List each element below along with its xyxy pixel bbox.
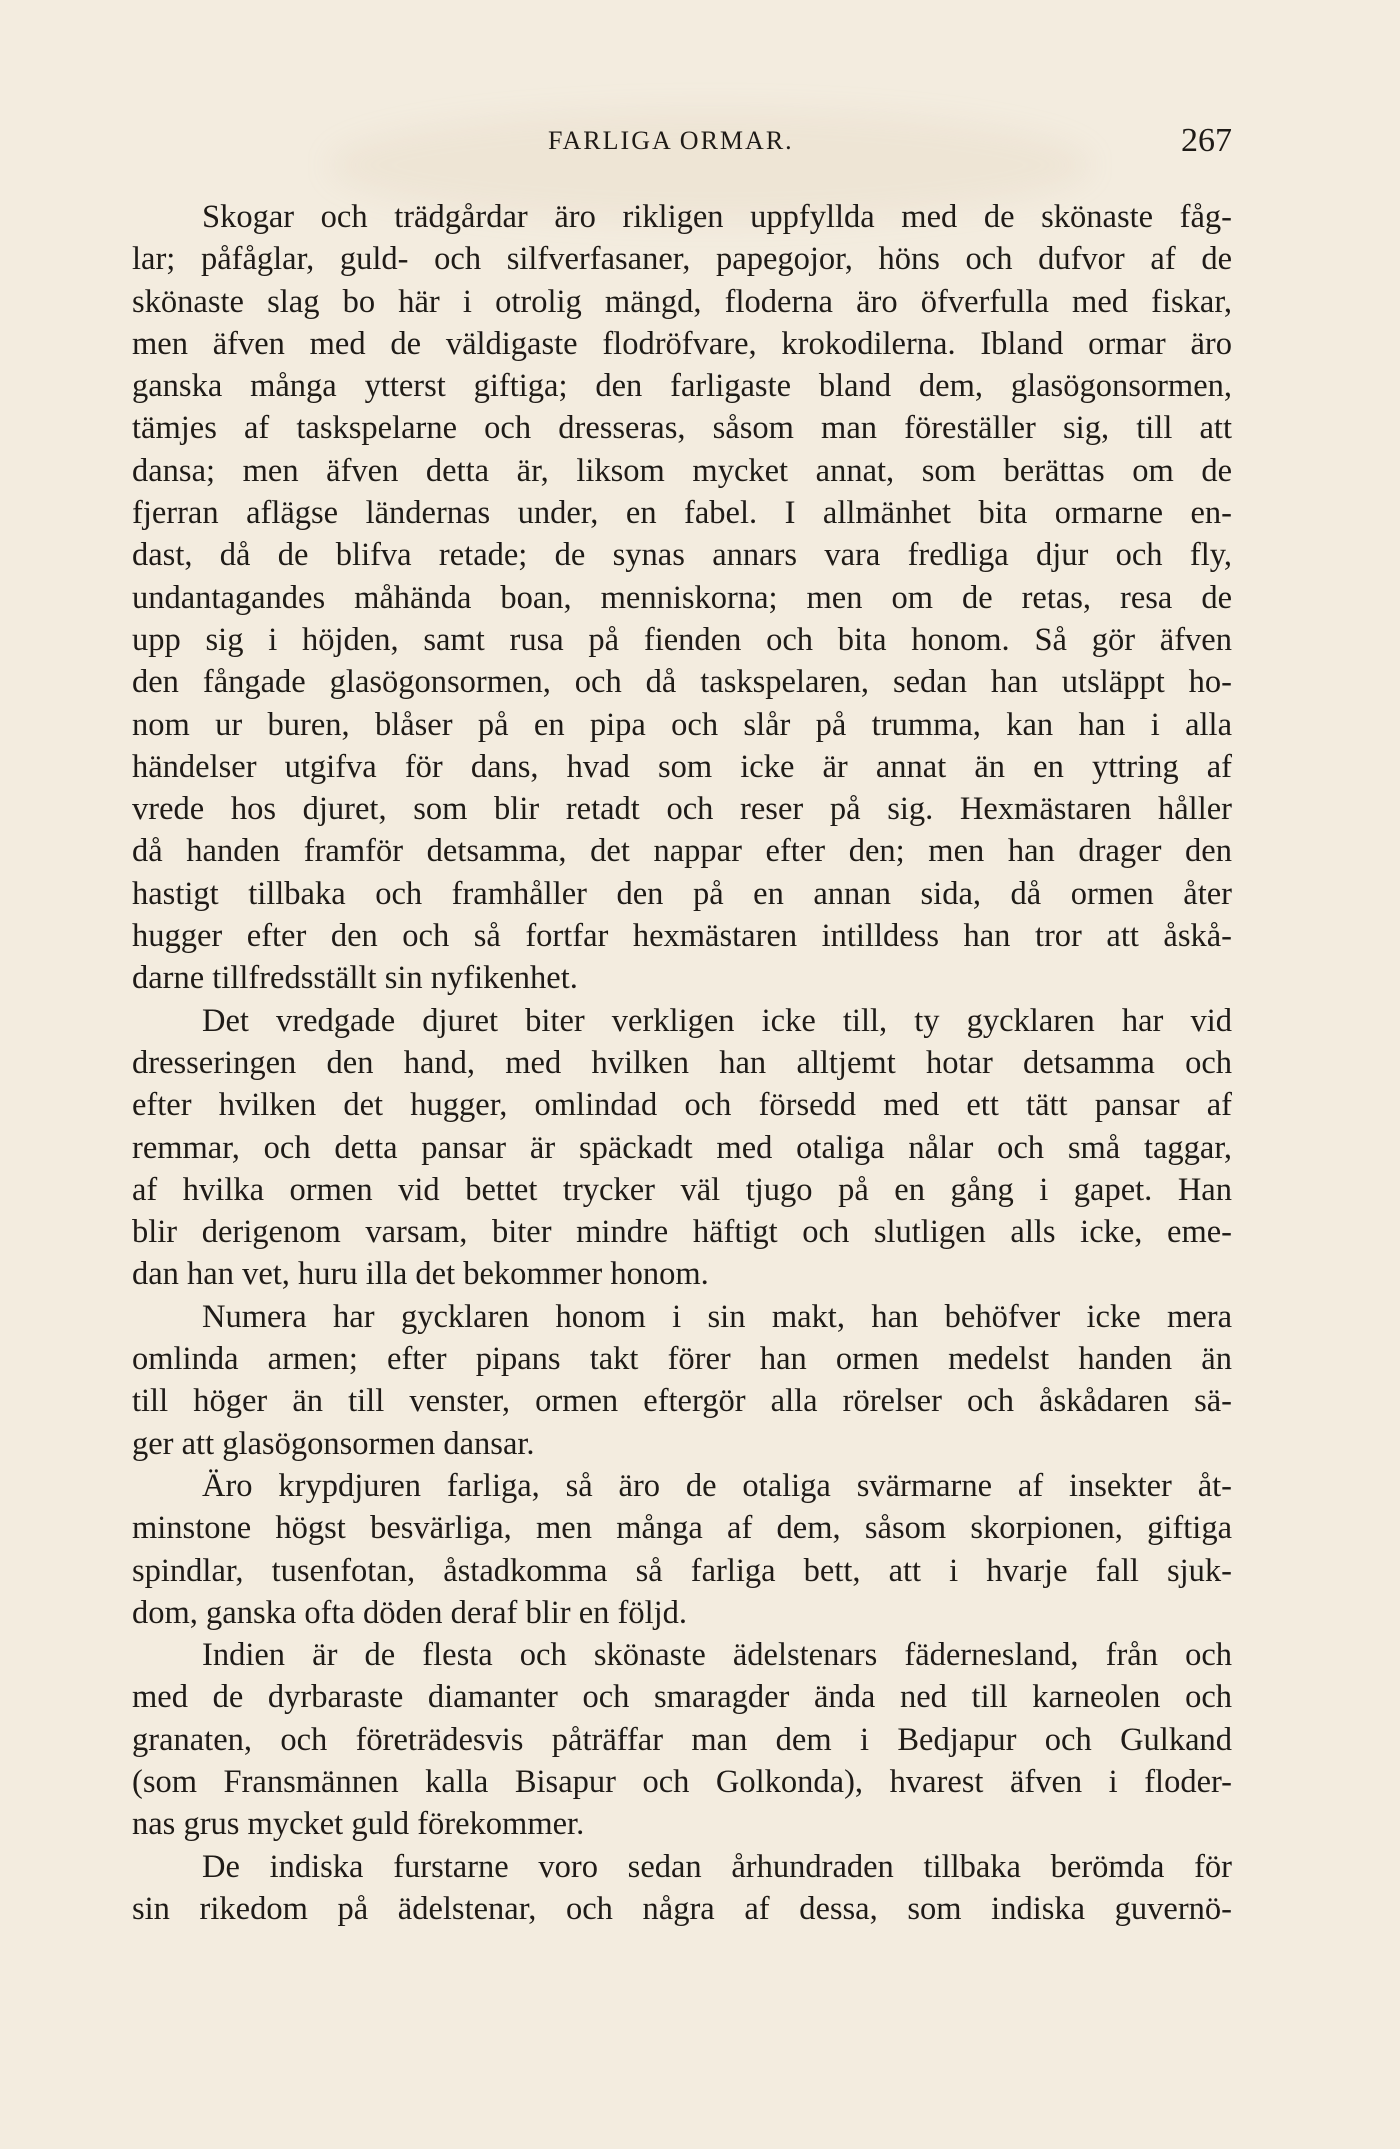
text-line: hastigt tillbaka och framhåller den på en annan sida, då ormen åter	[132, 875, 1232, 912]
text-line: tämjes af taskspelarne och dresseras, såsom man föreställer sig, till att	[132, 410, 1232, 447]
page-header	[132, 122, 1232, 166]
text-line: ger att glasögonsormen dansar.	[132, 1425, 535, 1462]
text-line: lar; påfåglar, guld- och silfverfasaner, papegojor, höns och dufvor af de	[132, 241, 1232, 278]
text-line: (som Fransmännen kalla Bisapur och Golkonda), hvarest äfven i floder-	[132, 1763, 1232, 1800]
text-line: händelser utgifva för dans, hvad som icke är annat än en yttring af	[132, 748, 1232, 785]
paragraph	[132, 1634, 1232, 1845]
text-line: af hvilka ormen vid bettet trycker väl tjugo på en gång i gapet. Han	[132, 1171, 1232, 1208]
paragraph	[132, 1296, 1232, 1465]
text-line: darne tillfredsställt sin nyfikenhet.	[132, 960, 578, 997]
text-line: Äro krypdjuren farliga, så äro de otaliga svärmarne af insekter åt-	[202, 1467, 1232, 1504]
text-line: spindlar, tusenfotan, åstadkomma så farliga bett, att i hvarje fall sjuk-	[132, 1552, 1232, 1589]
text-line: efter hvilken det hugger, omlindad och försedd med ett tätt pansar af	[132, 1087, 1232, 1124]
paragraph	[132, 1846, 1232, 1931]
text-line: undantagandes måhända boan, menniskorna; men om de retas, resa de	[132, 579, 1232, 616]
text-line: remmar, och detta pansar är späckadt med otaliga nålar och små taggar,	[132, 1129, 1232, 1166]
text-line: dan han vet, huru illa det bekommer honom.	[132, 1256, 709, 1293]
text-line: sin rikedom på ädelstenar, och några af dessa, som indiska guvernö-	[132, 1890, 1232, 1927]
page-number: 267	[1181, 122, 1232, 159]
text-line: Det vredgade djuret biter verkligen icke till, ty gycklaren har vid	[202, 1002, 1232, 1039]
body-text	[132, 196, 1232, 1930]
text-line: den fångade glasögonsormen, och då taskspelaren, sedan han utsläppt ho-	[132, 664, 1232, 701]
text-line: ganska många ytterst giftiga; den farligaste bland dem, glasögonsormen,	[132, 368, 1232, 405]
paragraph	[132, 196, 1232, 1000]
text-line: dansa; men äfven detta är, liksom mycket annat, som berättas om de	[132, 452, 1232, 489]
text-line: dom, ganska ofta döden deraf blir en följd.	[132, 1594, 688, 1631]
text-line: men äfven med de väldigaste flodröfvare, krokodilerna. Ibland ormar äro	[132, 325, 1232, 362]
text-line: granaten, och företrädesvis påträffar man dem i Bedjapur och Gulkand	[132, 1721, 1232, 1758]
text-line: De indiska furstarne voro sedan århundraden tillbaka berömda för	[202, 1848, 1232, 1885]
text-line: nom ur buren, blåser på en pipa och slår på trumma, kan han i alla	[132, 706, 1232, 743]
text-line: vrede hos djuret, som blir retadt och reser på sig. Hexmästaren håller	[132, 791, 1232, 828]
paragraph	[132, 1465, 1232, 1634]
paragraph	[132, 1000, 1232, 1296]
text-line: till höger än till venster, ormen eftergör alla rörelser och åskådaren sä-	[132, 1383, 1232, 1420]
text-line: minstone högst besvärliga, men många af dem, såsom skorpionen, giftiga	[132, 1510, 1232, 1547]
text-line: fjerran aflägse ländernas under, en fabel. I allmänhet bita ormarne en-	[132, 495, 1232, 532]
text-line: Numera har gycklaren honom i sin makt, han behöfver icke mera	[202, 1298, 1232, 1335]
text-line: omlinda armen; efter pipans takt förer han ormen medelst handen än	[132, 1341, 1232, 1378]
text-line: med de dyrbaraste diamanter och smaragder ända ned till karneolen och	[132, 1679, 1232, 1716]
text-line: nas grus mycket guld förekommer.	[132, 1806, 585, 1843]
text-line: blir derigenom varsam, biter mindre häftigt och slutligen alls icke, eme-	[132, 1214, 1232, 1251]
text-line: Indien är de flesta och skönaste ädelstenars fädernesland, från och	[202, 1637, 1232, 1674]
text-line: skönaste slag bo här i otrolig mängd, floderna äro öfverfulla med fiskar,	[132, 283, 1232, 320]
text-line: hugger efter den och så fortfar hexmästaren intilldess han tror att åskå-	[132, 918, 1232, 955]
text-line: dresseringen den hand, med hvilken han alltjemt hotar detsamma och	[132, 1044, 1232, 1081]
running-title: FARLIGA ORMAR.	[548, 126, 794, 155]
text-line: dast, då de blifva retade; de synas annars vara fredliga djur och fly,	[132, 537, 1232, 574]
text-line: upp sig i höjden, samt rusa på fienden och bita honom. Så gör äfven	[132, 621, 1232, 658]
text-line: då handen framför detsamma, det nappar efter den; men han drager den	[132, 833, 1232, 870]
text-line: Skogar och trädgårdar äro rikligen uppfyllda med de skönaste fåg-	[202, 199, 1232, 235]
